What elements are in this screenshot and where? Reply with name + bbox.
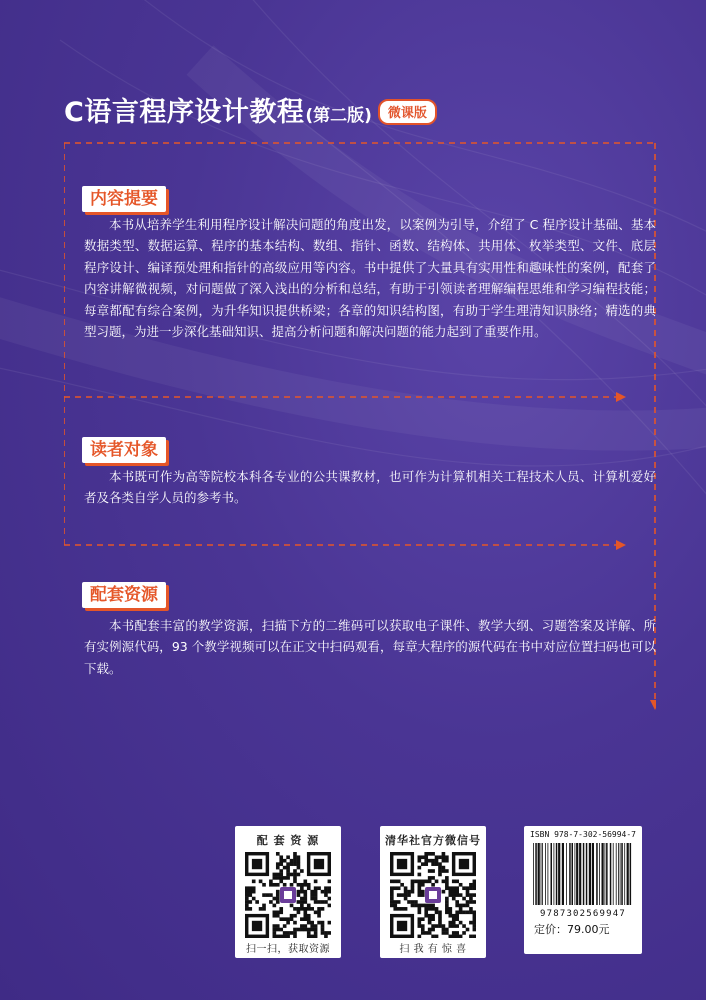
- section-body-resources: 本书配套丰富的教学资源，扫描下方的二维码可以获取电子课件、教学大纲、习题答案及详解、所有实例源代码，93 个教学视频可以在正文中扫码观看，每章大程序的源代码在书中对应位置扫码也可以下载。: [84, 618, 656, 676]
- qr-code-icon: [390, 852, 476, 938]
- section-heading-resources: 配套资源: [82, 582, 166, 608]
- section-body-audience: 本书既可作为高等院校本科各专业的公共课教材，也可作为计算机相关工程技术人员、计算机爱好者及各类自学人员的参考书。: [84, 469, 656, 506]
- section-body-summary: 本书从培养学生利用程序设计解决问题的角度出发，以案例为引导，介绍了 C 程序设计基础、基本数据类型、数据运算、程序的基本结构、数组、指针、函数、结构体、共用体、枚举类型、文件、底层程序设计、编译预处理和指针的高级应用等内容。书中提供了大量具有实用性和趣味性的案例，配套了内容讲解微视频，对问题做了深入浅出的分析和总结，有助于引领读者理解编程思维和学习编程技能；每章都配有综合案例，为升华知识提供桥梁；各章的知识结构图，有助于学生理清知识脉络；精选的典型习题，为进一步深化基础知识、提高分析问题和解决问题的能力起到了重要作用。: [84, 217, 656, 340]
- section-heading-summary: 内容提要: [82, 186, 166, 212]
- qr-caption-wechat: 扫 我 有 惊 喜: [399, 944, 467, 955]
- isbn-number: ISBN 978-7-302-56994-7: [530, 830, 636, 839]
- qr-card-wechat: [380, 826, 486, 958]
- qr-title-wechat: 清华社官方微信号: [385, 834, 481, 847]
- barcode-icon: [529, 841, 637, 919]
- price-value: 79.00元: [567, 923, 610, 936]
- section-heading-audience: 读者对象: [82, 437, 166, 463]
- title-main: C语言程序设计教程: [64, 97, 305, 128]
- price-row: [524, 921, 642, 937]
- qr-caption-resources: 扫一扫，获取资源: [246, 944, 330, 955]
- price-label: 定价：: [534, 923, 567, 936]
- qr-card-resources: [235, 826, 341, 958]
- title-edition: (第二版): [305, 106, 372, 126]
- edition-badge: 微课版: [378, 99, 437, 125]
- qr-code-icon: [245, 852, 331, 938]
- qr-title-resources: 配 套 资 源: [256, 834, 320, 847]
- book-title: [64, 90, 437, 129]
- isbn-barcode-card: [524, 826, 642, 954]
- svg-text:9787302569947: 9787302569947: [539, 909, 627, 919]
